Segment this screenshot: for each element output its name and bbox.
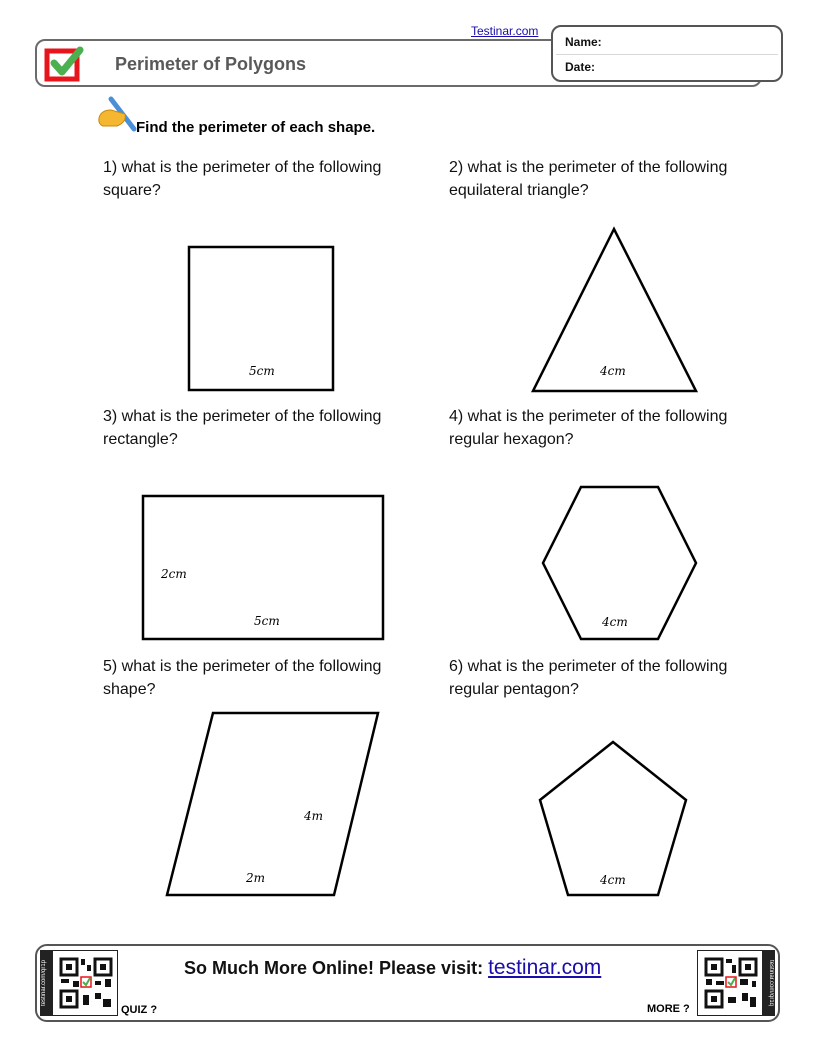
shape-label: 4cm <box>600 873 626 887</box>
question-3: 3) what is the perimeter of the following rectangle? <box>103 408 382 448</box>
more-label: MORE ? <box>647 1003 690 1015</box>
shape-label: 2cm <box>161 567 187 581</box>
qr-code-icon <box>698 951 764 1015</box>
square-shape <box>189 247 333 390</box>
triangle-shape <box>533 229 696 391</box>
quiz-qr-code[interactable] <box>40 950 118 1016</box>
question-6: 6) what is the perimeter of the following regular pentagon? <box>449 658 728 698</box>
question-4: 4) what is the perimeter of the following regular hexagon? <box>449 408 728 448</box>
shape-label: 5cm <box>254 614 280 628</box>
qr-caption: testinar.com/qr1p <box>41 951 53 1015</box>
shape-label: 4cm <box>600 364 626 378</box>
quiz-label: QUIZ ? <box>121 1004 158 1016</box>
question-5: 5) what is the perimeter of the following shape? <box>103 658 382 698</box>
more-qr-code[interactable] <box>697 950 775 1016</box>
parallelogram-shape <box>167 713 378 895</box>
qr-caption: testinar.com/qr1q <box>762 951 774 1015</box>
footer-text: So Much More Online! Please visit: <box>184 958 489 978</box>
date-field[interactable]: Date: <box>565 60 596 74</box>
shape-label: 4cm <box>602 615 628 629</box>
hexagon-shape <box>543 487 696 639</box>
shape-label: 2m <box>246 871 266 885</box>
footer-message <box>184 956 601 980</box>
qr-code-icon <box>53 951 119 1015</box>
shape-label: 4m <box>304 809 324 823</box>
pentagon-shape <box>540 742 686 895</box>
instructions-text: Find the perimeter of each shape. <box>136 119 376 136</box>
name-field[interactable]: Name: <box>565 35 602 49</box>
shape-label: 5cm <box>249 364 275 378</box>
question-1: 1) what is the perimeter of the following square? <box>103 159 382 199</box>
rectangle-shape <box>143 496 383 639</box>
page-title: Perimeter of Polygons <box>115 54 307 74</box>
question-2: 2) what is the perimeter of the following equilateral triangle? <box>449 159 728 199</box>
footer-testinar-link[interactable]: testinar.com <box>488 956 602 979</box>
testinar-link[interactable]: Testinar.com <box>471 24 539 38</box>
